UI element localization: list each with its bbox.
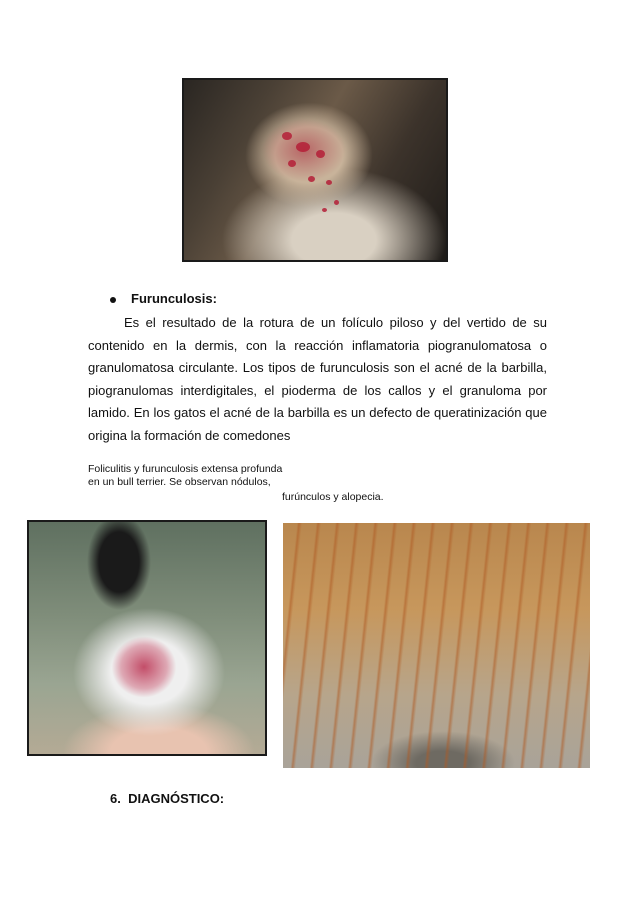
caption-line-2: en un bull terrier. Se observan nódulos, [88,476,271,488]
section-number: 6. [110,791,121,806]
photo-skin-closeup [283,523,590,768]
photo-cat-lesion [182,78,448,262]
photo-caption [88,463,288,489]
caption-line-3: furúnculos y alopecia. [282,491,384,503]
section-title: DIAGNÓSTICO: [128,791,225,806]
section-heading: Furunculosis: [131,291,217,306]
caption-line-1: Foliculitis y furunculosis extensa profunda [88,463,283,475]
photo-dog-chin [27,520,267,756]
bullet-icon [110,297,116,303]
body-paragraph: Es el resultado de la rotura de un folículo piloso y del vertido de su contenido en la dermis, con la reacción inflamatoria piogranulomatosa o granulomatosa circulante. Los tipos de furunculosis son el acné de la barbilla, piogranulomas interdigitales, el pioderma de los callos y el granuloma por lamido. En los gatos el acné de la barbilla es un defecto de queratinización que origina la formación de comedones [88,315,547,443]
section-heading-diagnostico [110,791,224,806]
